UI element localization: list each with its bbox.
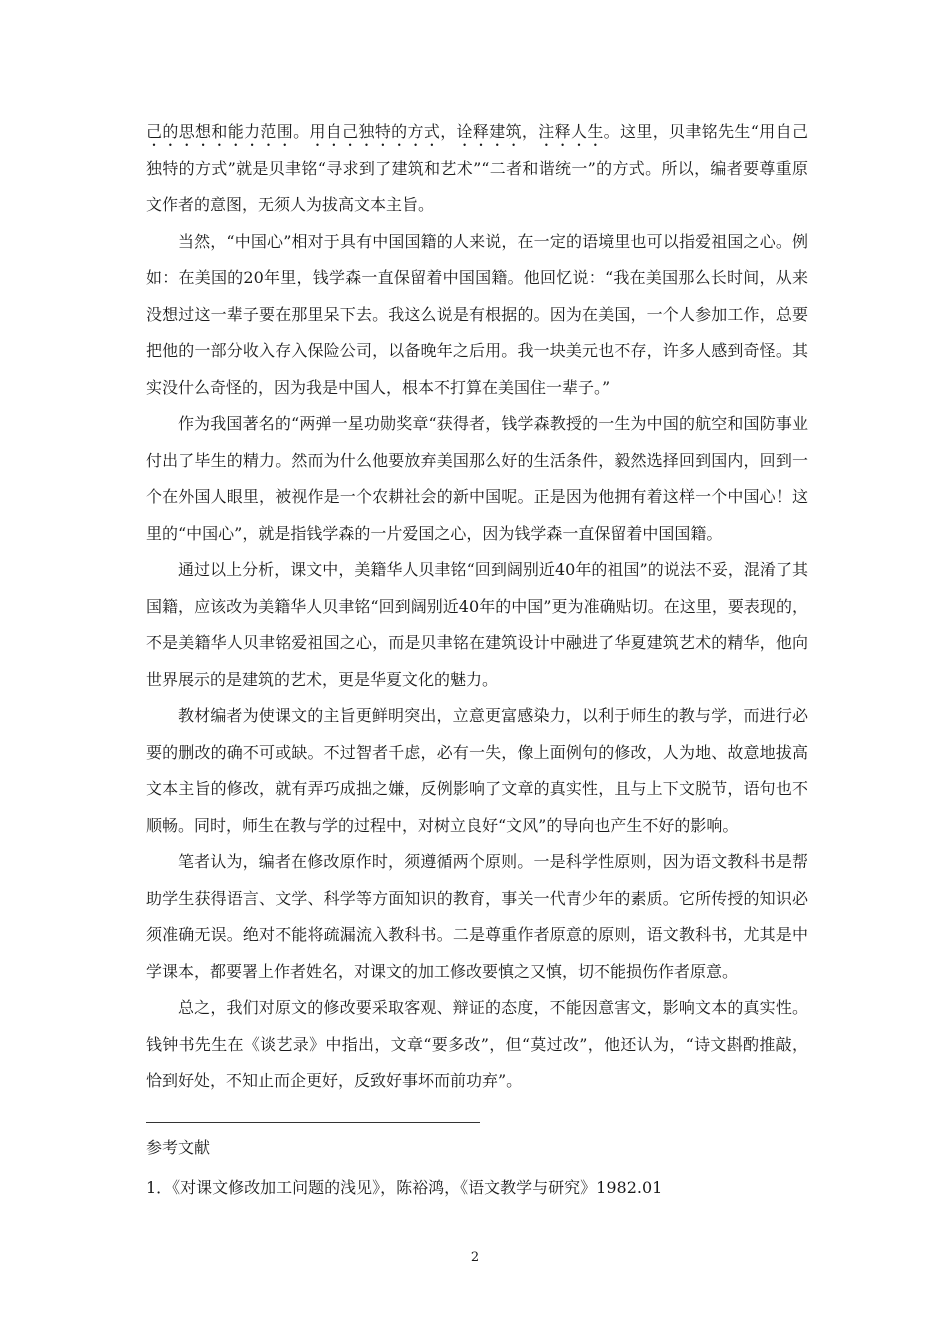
paragraph-1 bbox=[146, 114, 808, 224]
paragraph-text: 总之，我们对原文的修改要采取客观、辩证的态度，不能因意害文，影响文本的真实性。钱钟书先生在《谈艺录》中指出，文章“要多改”，但“莫过改”，他还认为，“诗文斟酌推敲，恰到好处，不知止而企更好，反致好事坏而前功弃”。 bbox=[146, 998, 808, 1090]
footnote-divider bbox=[146, 1122, 480, 1123]
paragraph-text: 作为我国著名的“两弹一星功勋奖章“获得者，钱学森教授的一生为中国的航空和国防事业付出了毕生的精力。然而为什么他要放弃美国那么好的生活条件，毅然选择回到国内，回到一个在外国人眼里，被视作是一个农耕社会的新中国呢。正是因为他拥有着这样一个中国心！这里的“中国心”，就是指钱学森的一片爱国之心，因为钱学森一直保留着中国国籍。 bbox=[146, 414, 808, 543]
paragraph-2 bbox=[146, 224, 808, 407]
paragraph-text: 这里，贝聿铭先生“用自己独特的方式”就是贝聿铭“寻求到了建筑和艺术”“二者和谐统一”的方式。所以，编者要尊重原文作者的意图，无须人为拔高文本主旨。 bbox=[146, 122, 808, 214]
body-text bbox=[146, 114, 808, 1100]
emphasized-text: 己的思想和能力范围。用自己独特的方式，诠释建筑，注释人生。 bbox=[146, 122, 621, 141]
reference-item: 1．《对课文修改加工问题的浅见》，陈裕鸿，《语文教学与研究》1982.01 bbox=[146, 1178, 663, 1197]
paragraph-text: 当然，“中国心”相对于具有中国国籍的人来说，在一定的语境里也可以指爱祖国之心。例如：在美国的20年里，钱学森一直保留着中国国籍。他回忆说：“我在美国那么长时间，从来没想过这一辈子要在那里呆下去。我这么说是有根据的。因为在美国，一个人参加工作，总要把他的一部分收入存入保险公司，以备晚年之后用。我一块美元也不存，许多人感到奇怪。其实没什么奇怪的，因为我是中国人，根本不打算在美国住一辈子。” bbox=[146, 231, 808, 397]
references-heading: 参考文献 bbox=[146, 1138, 211, 1157]
page-number: 2 bbox=[470, 1250, 480, 1265]
paragraph-6 bbox=[146, 844, 808, 990]
paragraph-7 bbox=[146, 990, 808, 1100]
paragraph-text: 教材编者为使课文的主旨更鲜明突出，立意更富感染力，以利于师生的教与学，而进行必要的删改的确不可或缺。不过智者千虑，必有一失，像上面例句的修改，人为地、故意地拔高文本主旨的修改，就有弄巧成拙之嫌，反例影响了文章的真实性，且与上下文脱节，语句也不顺畅。同时，师生在教与学的过程中，对树立良好“文风”的导向也产生不好的影响。 bbox=[146, 706, 808, 835]
paragraph-4 bbox=[146, 552, 808, 698]
paragraph-5 bbox=[146, 698, 808, 844]
paragraph-text: 笔者认为，编者在修改原作时，须遵循两个原则。一是科学性原则，因为语文教科书是帮助学生获得语言、文学、科学等方面知识的教育，事关一代青少年的素质。它所传授的知识必须准确无误。绝对不能将疏漏流入教科书。二是尊重作者原意的原则，语文教科书，尤其是中学课本，都要署上作者姓名，对课文的加工修改要慎之又慎，切不能损伤作者原意。 bbox=[146, 852, 808, 981]
references-section bbox=[146, 1136, 808, 1200]
paragraph-text: 通过以上分析，课文中，美籍华人贝聿铭“回到阔别近40年的祖国”的说法不妥，混淆了其国籍，应该改为美籍华人贝聿铭“回到阔别近40年的中国”更为准确贴切。在这里，要表现的，不是美籍华人贝聿铭爱祖国之心，而是贝聿铭在建筑设计中融进了华夏建筑艺术的精华，他向世界展示的是建筑的艺术，更是华夏文化的魅力。 bbox=[146, 560, 808, 689]
paragraph-3 bbox=[146, 406, 808, 552]
